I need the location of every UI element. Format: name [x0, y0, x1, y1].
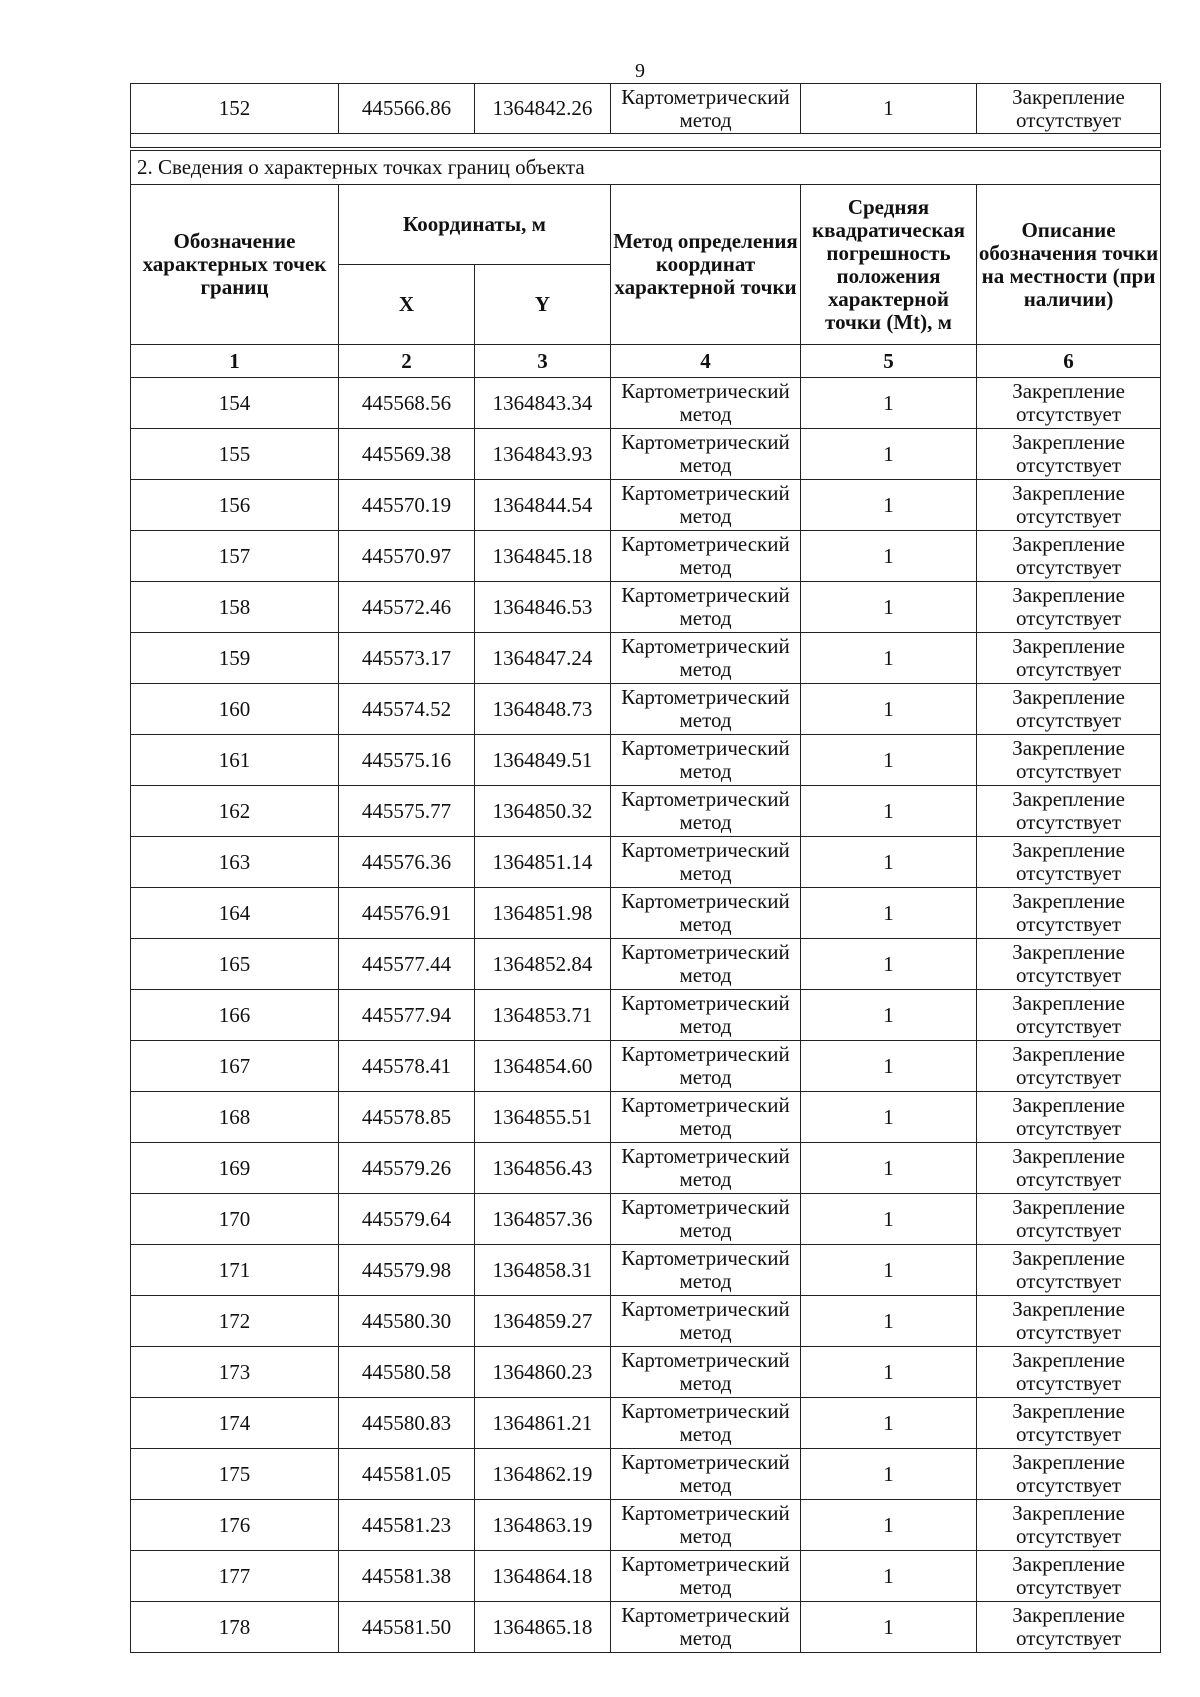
previous-table-continuation: [130, 83, 1161, 148]
cell-description: Закрепление отсутствует: [977, 888, 1161, 939]
cell-x: 445574.52: [339, 684, 475, 735]
cell-y: 1364859.27: [475, 1296, 611, 1347]
cell-accuracy: 1: [801, 582, 977, 633]
cell-y: 1364853.71: [475, 990, 611, 1041]
header-coordinates: Координаты, м: [339, 185, 611, 265]
cell-accuracy: 1: [801, 378, 977, 429]
cell-method: Картометрический метод: [611, 786, 801, 837]
cell-description: Закрепление отсутствует: [977, 1500, 1161, 1551]
cell-x: 445569.38: [339, 429, 475, 480]
cell-accuracy: 1: [801, 1398, 977, 1449]
cell-description: Закрепление отсутствует: [977, 429, 1161, 480]
cell-x: 445577.94: [339, 990, 475, 1041]
section-title: 2. Сведения о характерных точках границ объекта: [131, 151, 1161, 185]
cell-point: 175: [131, 1449, 339, 1500]
cell-point: 174: [131, 1398, 339, 1449]
cell-point: 161: [131, 735, 339, 786]
cell-y: 1364854.60: [475, 1041, 611, 1092]
cell-description: Закрепление отсутствует: [977, 378, 1161, 429]
cell-method: Картометрический метод: [611, 888, 801, 939]
cell-accuracy: 1: [801, 1347, 977, 1398]
cell-x: 445579.98: [339, 1245, 475, 1296]
table-row: [131, 1500, 1161, 1551]
cell-description: Закрепление отсутствует: [977, 1143, 1161, 1194]
cell-point: 176: [131, 1500, 339, 1551]
cell-accuracy: 1: [801, 1500, 977, 1551]
cell-y: 1364844.54: [475, 480, 611, 531]
cell-x: 445581.23: [339, 1500, 475, 1551]
cell-description: Закрепление отсутствует: [977, 84, 1161, 134]
cell-point: 156: [131, 480, 339, 531]
cell-x: 445572.46: [339, 582, 475, 633]
cell-description: Закрепление отсутствует: [977, 633, 1161, 684]
cell-method: Картометрический метод: [611, 582, 801, 633]
cell-x: 445579.26: [339, 1143, 475, 1194]
cell-description: Закрепление отсутствует: [977, 1602, 1161, 1653]
column-number: 2: [339, 345, 475, 378]
column-number: 5: [801, 345, 977, 378]
table-row: [131, 531, 1161, 582]
cell-description: Закрепление отсутствует: [977, 1296, 1161, 1347]
cell-method: Картометрический метод: [611, 939, 801, 990]
table-row: [131, 888, 1161, 939]
cell-y: 1364862.19: [475, 1449, 611, 1500]
header-y: Y: [475, 265, 611, 345]
cell-accuracy: 1: [801, 1245, 977, 1296]
cell-y: 1364847.24: [475, 633, 611, 684]
cell-x: 445581.05: [339, 1449, 475, 1500]
cell-point: 170: [131, 1194, 339, 1245]
cell-point: 167: [131, 1041, 339, 1092]
cell-method: Картометрический метод: [611, 990, 801, 1041]
cell-x: 445568.56: [339, 378, 475, 429]
cell-x: 445578.85: [339, 1092, 475, 1143]
cell-description: Закрепление отсутствует: [977, 1041, 1161, 1092]
cell-method: Картометрический метод: [611, 1041, 801, 1092]
cell-description: Закрепление отсутствует: [977, 1194, 1161, 1245]
cell-method: Картометрический метод: [611, 1602, 801, 1653]
cell-method: Картометрический метод: [611, 837, 801, 888]
cell-point: 168: [131, 1092, 339, 1143]
cell-point: 177: [131, 1551, 339, 1602]
cell-y: 1364843.93: [475, 429, 611, 480]
cell-accuracy: 1: [801, 1143, 977, 1194]
cell-accuracy: 1: [801, 735, 977, 786]
cell-description: Закрепление отсутствует: [977, 480, 1161, 531]
cell-x: 445581.50: [339, 1602, 475, 1653]
table-row: [131, 1398, 1161, 1449]
cell-point: 169: [131, 1143, 339, 1194]
page-number: 9: [635, 60, 645, 82]
cell-method: Картометрический метод: [611, 1398, 801, 1449]
cell-method: Картометрический метод: [611, 84, 801, 134]
cell-accuracy: 1: [801, 531, 977, 582]
cell-description: Закрепление отсутствует: [977, 1092, 1161, 1143]
cell-method: Картометрический метод: [611, 1347, 801, 1398]
cell-accuracy: 1: [801, 1449, 977, 1500]
table-row: [131, 939, 1161, 990]
cell-accuracy: 1: [801, 1551, 977, 1602]
cell-point: 165: [131, 939, 339, 990]
cell-point: 162: [131, 786, 339, 837]
cell-x: 445579.64: [339, 1194, 475, 1245]
table-row: [131, 1092, 1161, 1143]
cell-y: 1364860.23: [475, 1347, 611, 1398]
cell-x: 445573.17: [339, 633, 475, 684]
cell-method: Картометрический метод: [611, 684, 801, 735]
cell-y: 1364845.18: [475, 531, 611, 582]
cell-description: Закрепление отсутствует: [977, 684, 1161, 735]
table-row: [131, 1551, 1161, 1602]
cell-method: Картометрический метод: [611, 1245, 801, 1296]
cell-description: Закрепление отсутствует: [977, 1245, 1161, 1296]
cell-method: Картометрический метод: [611, 480, 801, 531]
cell-x: 445575.77: [339, 786, 475, 837]
cell-description: Закрепление отсутствует: [977, 1551, 1161, 1602]
table-row: [131, 735, 1161, 786]
table-row: [131, 1296, 1161, 1347]
table-body: [131, 378, 1161, 1653]
table-row: [131, 429, 1161, 480]
table-row: [131, 1449, 1161, 1500]
cell-method: Картометрический метод: [611, 1092, 801, 1143]
cell-point: 172: [131, 1296, 339, 1347]
header-accuracy: Средняя квадратическая погрешность положения характерной точки (Mt), м: [801, 185, 977, 345]
cell-point: 157: [131, 531, 339, 582]
cell-y: 1364842.26: [475, 84, 611, 134]
cell-y: 1364863.19: [475, 1500, 611, 1551]
cell-accuracy: 1: [801, 990, 977, 1041]
cell-y: 1364849.51: [475, 735, 611, 786]
table-row: [131, 1194, 1161, 1245]
cell-y: 1364843.34: [475, 378, 611, 429]
cell-y: 1364861.21: [475, 1398, 611, 1449]
header-x: X: [339, 265, 475, 345]
table-row: [131, 684, 1161, 735]
header-method: Метод определения координат характерной точки: [611, 185, 801, 345]
cell-accuracy: 1: [801, 684, 977, 735]
cell-y: 1364851.98: [475, 888, 611, 939]
cell-accuracy: 1: [801, 1092, 977, 1143]
cell-description: Закрепление отсутствует: [977, 1347, 1161, 1398]
table-row: [131, 1245, 1161, 1296]
cell-y: 1364858.31: [475, 1245, 611, 1296]
cell-x: 445577.44: [339, 939, 475, 990]
cell-x: 445581.38: [339, 1551, 475, 1602]
cell-method: Картометрический метод: [611, 1194, 801, 1245]
table-row: [131, 1041, 1161, 1092]
spacer-row: [131, 134, 1161, 148]
cell-method: Картометрический метод: [611, 1143, 801, 1194]
cell-method: Картометрический метод: [611, 1551, 801, 1602]
cell-method: Картометрический метод: [611, 1500, 801, 1551]
cell-point: 164: [131, 888, 339, 939]
cell-description: Закрепление отсутствует: [977, 786, 1161, 837]
cell-description: Закрепление отсутствует: [977, 1449, 1161, 1500]
cell-y: 1364856.43: [475, 1143, 611, 1194]
cell-point: 163: [131, 837, 339, 888]
cell-y: 1364851.14: [475, 837, 611, 888]
cell-point: 158: [131, 582, 339, 633]
cell-accuracy: 1: [801, 1194, 977, 1245]
cell-method: Картометрический метод: [611, 735, 801, 786]
table-row: [131, 990, 1161, 1041]
cell-method: Картометрический метод: [611, 633, 801, 684]
cell-y: 1364852.84: [475, 939, 611, 990]
cell-x: 445578.41: [339, 1041, 475, 1092]
cell-x: 445580.30: [339, 1296, 475, 1347]
cell-description: Закрепление отсутствует: [977, 531, 1161, 582]
cell-accuracy: 1: [801, 429, 977, 480]
table-row: [131, 378, 1161, 429]
cell-y: 1364850.32: [475, 786, 611, 837]
table-row: [131, 633, 1161, 684]
cell-point: 160: [131, 684, 339, 735]
table-row: [131, 837, 1161, 888]
cell-point: 155: [131, 429, 339, 480]
table-row: [131, 582, 1161, 633]
column-number: 1: [131, 345, 339, 378]
cell-accuracy: 1: [801, 888, 977, 939]
cell-accuracy: 1: [801, 480, 977, 531]
cell-method: Картометрический метод: [611, 429, 801, 480]
characteristic-points-table: [130, 150, 1161, 1653]
cell-point: 152: [131, 84, 339, 134]
cell-description: Закрепление отсутствует: [977, 1398, 1161, 1449]
header-description: Описание обозначения точки на местности (при наличии): [977, 185, 1161, 345]
cell-accuracy: 1: [801, 1296, 977, 1347]
column-number: 3: [475, 345, 611, 378]
cell-x: 445580.83: [339, 1398, 475, 1449]
cell-accuracy: 1: [801, 1041, 977, 1092]
cell-x: 445575.16: [339, 735, 475, 786]
cell-point: 166: [131, 990, 339, 1041]
cell-description: Закрепление отсутствует: [977, 939, 1161, 990]
cell-description: Закрепление отсутствует: [977, 837, 1161, 888]
cell-accuracy: 1: [801, 939, 977, 990]
table-row: [131, 480, 1161, 531]
cell-description: Закрепление отсутствует: [977, 735, 1161, 786]
cell-y: 1364848.73: [475, 684, 611, 735]
cell-point: 178: [131, 1602, 339, 1653]
cell-y: 1364864.18: [475, 1551, 611, 1602]
cell-accuracy: 1: [801, 786, 977, 837]
cell-method: Картометрический метод: [611, 378, 801, 429]
cell-description: Закрепление отсутствует: [977, 582, 1161, 633]
cell-y: 1364857.36: [475, 1194, 611, 1245]
cell-accuracy: 1: [801, 837, 977, 888]
cell-point: 154: [131, 378, 339, 429]
column-number: 4: [611, 345, 801, 378]
cell-method: Картометрический метод: [611, 1449, 801, 1500]
cell-point: 159: [131, 633, 339, 684]
cell-x: 445576.36: [339, 837, 475, 888]
header-designation: Обозначение характерных точек границ: [131, 185, 339, 345]
cell-x: 445570.19: [339, 480, 475, 531]
cell-method: Картометрический метод: [611, 531, 801, 582]
table-row: [131, 1143, 1161, 1194]
table-row: [131, 1347, 1161, 1398]
cell-accuracy: 1: [801, 633, 977, 684]
cell-x: 445580.58: [339, 1347, 475, 1398]
column-number: 6: [977, 345, 1161, 378]
table-row: [131, 84, 1161, 134]
cell-point: 171: [131, 1245, 339, 1296]
cell-x: 445576.91: [339, 888, 475, 939]
cell-point: 173: [131, 1347, 339, 1398]
cell-y: 1364865.18: [475, 1602, 611, 1653]
cell-x: 445570.97: [339, 531, 475, 582]
cell-method: Картометрический метод: [611, 1296, 801, 1347]
cell-y: 1364846.53: [475, 582, 611, 633]
table-row: [131, 1602, 1161, 1653]
cell-y: 1364855.51: [475, 1092, 611, 1143]
table-row: [131, 786, 1161, 837]
cell-x: 445566.86: [339, 84, 475, 134]
cell-accuracy: 1: [801, 1602, 977, 1653]
cell-description: Закрепление отсутствует: [977, 990, 1161, 1041]
cell-accuracy: 1: [801, 84, 977, 134]
